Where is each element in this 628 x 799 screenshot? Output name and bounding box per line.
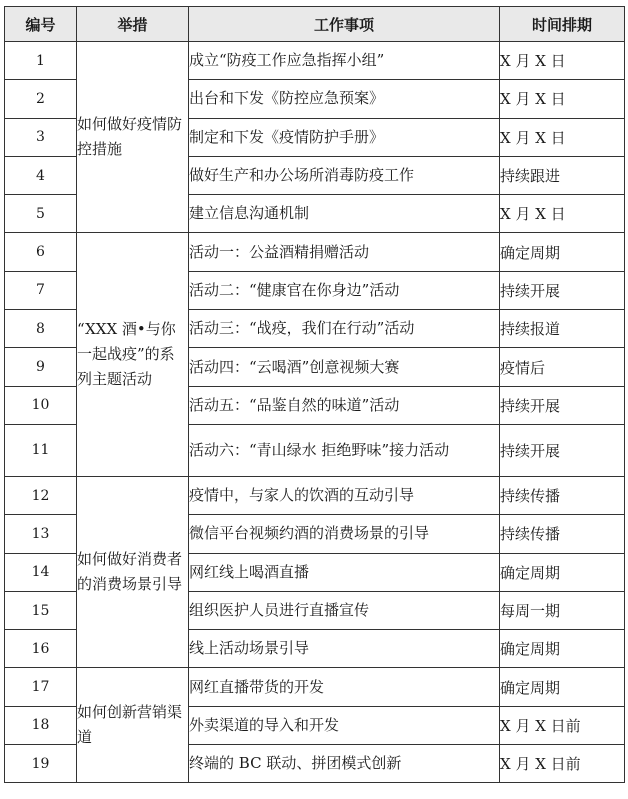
work-item: 活动二：“健康官在你身边”活动 bbox=[189, 271, 500, 309]
schedule: X 月 X 日前 bbox=[500, 745, 625, 783]
schedule: 确定周期 bbox=[500, 668, 625, 706]
measure-cell: “XXX 酒•与你一起战疫”的系列主题活动 bbox=[77, 233, 189, 476]
schedule: 确定周期 bbox=[500, 553, 625, 591]
schedule: X 月 X 日 bbox=[500, 42, 625, 80]
measure-cell: 如何做好疫情防控措施 bbox=[77, 42, 189, 233]
row-number: 17 bbox=[5, 668, 77, 706]
row-number: 19 bbox=[5, 745, 77, 783]
row-number: 13 bbox=[5, 515, 77, 553]
work-item: 活动五：“品鉴自然的味道”活动 bbox=[189, 386, 500, 424]
row-number: 5 bbox=[5, 195, 77, 233]
row-number: 2 bbox=[5, 80, 77, 118]
row-number: 4 bbox=[5, 156, 77, 194]
schedule: 持续开展 bbox=[500, 424, 625, 476]
work-item: 组织医护人员进行直播宣传 bbox=[189, 591, 500, 629]
schedule: X 月 X 日 bbox=[500, 80, 625, 118]
header-number: 编号 bbox=[5, 7, 77, 42]
work-item: 成立“防疫工作应急指挥小组” bbox=[189, 42, 500, 80]
row-number: 10 bbox=[5, 386, 77, 424]
schedule: X 月 X 日前 bbox=[500, 706, 625, 744]
schedule: 确定周期 bbox=[500, 233, 625, 271]
table-row bbox=[5, 42, 625, 80]
header-schedule: 时间排期 bbox=[500, 7, 625, 42]
row-number: 9 bbox=[5, 348, 77, 386]
row-number: 1 bbox=[5, 42, 77, 80]
table-row bbox=[5, 668, 625, 706]
work-item: 活动一：公益酒精捐赠活动 bbox=[189, 233, 500, 271]
schedule: 持续传播 bbox=[500, 476, 625, 514]
row-number: 18 bbox=[5, 706, 77, 744]
schedule: 持续传播 bbox=[500, 515, 625, 553]
row-number: 12 bbox=[5, 476, 77, 514]
schedule: 持续跟进 bbox=[500, 156, 625, 194]
work-item: 做好生产和办公场所消毒防疫工作 bbox=[189, 156, 500, 194]
row-number: 11 bbox=[5, 424, 77, 476]
work-item: 疫情中，与家人的饮酒的互动引导 bbox=[189, 476, 500, 514]
work-item: 终端的 BC 联动、拼团模式创新 bbox=[189, 745, 500, 783]
work-item: 活动三：“战疫，我们在行动”活动 bbox=[189, 310, 500, 348]
row-number: 6 bbox=[5, 233, 77, 271]
row-number: 7 bbox=[5, 271, 77, 309]
work-item: 线上活动场景引导 bbox=[189, 630, 500, 668]
table-row bbox=[5, 233, 625, 271]
table-row bbox=[5, 476, 625, 514]
schedule: 持续报道 bbox=[500, 310, 625, 348]
header-work-item: 工作事项 bbox=[189, 7, 500, 42]
work-item: 网红直播带货的开发 bbox=[189, 668, 500, 706]
schedule: 确定周期 bbox=[500, 630, 625, 668]
schedule: X 月 X 日 bbox=[500, 118, 625, 156]
header-measure: 举措 bbox=[77, 7, 189, 42]
work-item: 微信平台视频约酒的消费场景的引导 bbox=[189, 515, 500, 553]
row-number: 8 bbox=[5, 310, 77, 348]
measure-cell: 如何做好消费者的消费场景引导 bbox=[77, 476, 189, 667]
schedule: 每周一期 bbox=[500, 591, 625, 629]
row-number: 16 bbox=[5, 630, 77, 668]
measure-cell: 如何创新营销渠道 bbox=[77, 668, 189, 783]
schedule: 持续开展 bbox=[500, 271, 625, 309]
work-item: 活动四：“云喝酒”创意视频大赛 bbox=[189, 348, 500, 386]
work-item: 制定和下发《疫情防护手册》 bbox=[189, 118, 500, 156]
work-item: 建立信息沟通机制 bbox=[189, 195, 500, 233]
row-number: 15 bbox=[5, 591, 77, 629]
work-item: 外卖渠道的导入和开发 bbox=[189, 706, 500, 744]
work-plan-table bbox=[4, 6, 625, 783]
schedule: X 月 X 日 bbox=[500, 195, 625, 233]
work-item: 活动六：“青山绿水 拒绝野味”接力活动 bbox=[189, 424, 500, 476]
row-number: 3 bbox=[5, 118, 77, 156]
work-item: 网红线上喝酒直播 bbox=[189, 553, 500, 591]
row-number: 14 bbox=[5, 553, 77, 591]
header-row bbox=[5, 7, 625, 42]
work-item: 出台和下发《防控应急预案》 bbox=[189, 80, 500, 118]
schedule: 疫情后 bbox=[500, 348, 625, 386]
schedule: 持续开展 bbox=[500, 386, 625, 424]
